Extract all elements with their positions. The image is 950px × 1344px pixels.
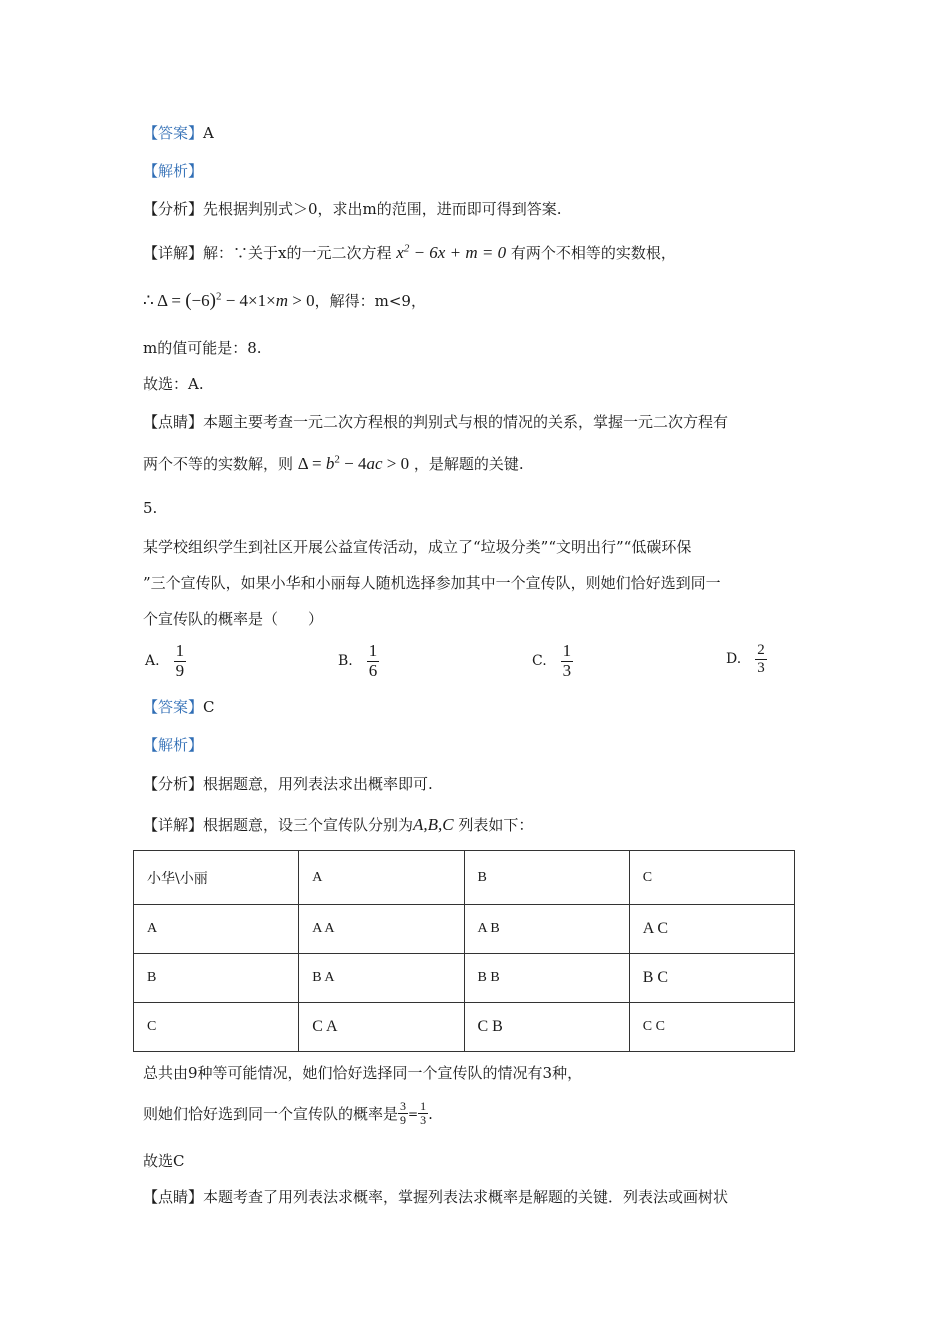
- table-cell: A: [134, 905, 299, 954]
- option-fraction: $\frac{2}{3}$: [757, 642, 765, 676]
- prob-pre: 则她们恰好选到同一个宣传队的概率是: [143, 1104, 399, 1123]
- dianjing-tag: 【点睛】: [143, 1188, 204, 1206]
- answer-tag: 【答案】: [143, 698, 204, 716]
- table-cell: C: [629, 851, 794, 905]
- table-cell: B: [134, 954, 299, 1003]
- answer-value: A: [203, 124, 214, 142]
- equals-sign: =: [408, 1106, 419, 1121]
- analysis-tag: 【解析】: [143, 736, 204, 754]
- dianjing-text2-pre: 两个不等的实数解，则: [143, 455, 294, 473]
- question-stem-line2: ”三个宣传队，如果小华和小丽每人随机选择参加其中一个宣传队，则她们恰好选到同一: [143, 574, 721, 592]
- table-cell: B C: [629, 954, 794, 1003]
- table-cell: C B: [464, 1003, 629, 1052]
- team-variables: A,B,C: [413, 815, 454, 834]
- dianjing-line-q5: [143, 1186, 728, 1208]
- prob-end: .: [428, 1104, 433, 1123]
- choose-line-q4: 故选：A.: [143, 375, 204, 393]
- table-cell: B: [464, 851, 629, 905]
- question-stem-line1: 某学校组织学生到社区开展公益宣传活动，成立了“垃圾分类”“文明出行”“低碳环保: [143, 538, 692, 556]
- xiangjie-line-q4: [143, 242, 676, 264]
- fenxi-text: 先根据判别式＞0，求出m的范围，进而即可得到答案.: [203, 200, 562, 218]
- option-fraction: $\frac{1}{9}$: [175, 641, 185, 680]
- dianjing-text: 本题考查了用列表法求概率，掌握列表法求概率是解题的关键．列表法或画树状: [203, 1188, 729, 1206]
- table-header-row: [134, 851, 795, 905]
- discriminant-condition: $\Delta = b^2 - 4ac > 0$: [297, 453, 410, 473]
- prob-fraction-1: $\frac{3}{9}$: [400, 1099, 407, 1128]
- option-label: B.: [338, 653, 353, 670]
- option-label: D.: [726, 651, 742, 667]
- table-cell: A A: [299, 905, 464, 954]
- answer-tag: 【答案】: [143, 124, 204, 142]
- answer-line-q4: [143, 122, 214, 144]
- table-cell: C C: [629, 1003, 794, 1052]
- m-value-line: m的值可能是：8.: [143, 339, 262, 357]
- table-row: [134, 1003, 795, 1052]
- option-label: A.: [145, 653, 160, 670]
- dianjing-line2-q4: [143, 453, 524, 475]
- table-cell: 小华\小丽: [134, 851, 299, 905]
- xiangjie-post: 列表如下：: [458, 816, 534, 834]
- discriminant-formula: ∴ $\Delta = (-6)^2 - 4\times 1\times m > 0$: [143, 290, 315, 311]
- line2-post: ，解得：m<9，: [314, 292, 426, 310]
- option-label: C.: [532, 653, 547, 670]
- option-c[interactable]: [532, 642, 573, 680]
- equation: $x^2 - 6x + m = 0$: [396, 242, 507, 262]
- dianjing-line-q4: [143, 411, 728, 433]
- probability-table: [133, 850, 795, 1052]
- dianjing-text1: 本题主要考查一元二次方程根的判别式与根的情况的关系，掌握一元二次方程有: [203, 413, 729, 431]
- xiangjie-post: 有两个不相等的实数根，: [510, 244, 676, 262]
- xiangjie-pre: 解：∵关于x的一元二次方程: [203, 244, 392, 262]
- table-cell: C A: [299, 1003, 464, 1052]
- summary-line: 总共由9种等可能情况，她们恰好选择同一个宣传队的情况有3种，: [143, 1064, 583, 1082]
- option-d[interactable]: [726, 642, 767, 676]
- option-b[interactable]: [338, 642, 379, 680]
- dianjing-text2-post: ，是解题的关键.: [413, 455, 524, 473]
- table-cell: C: [134, 1003, 299, 1052]
- xiangjie-tag: 【详解】: [143, 816, 204, 834]
- option-a[interactable]: [145, 642, 186, 680]
- dianjing-tag: 【点睛】: [143, 413, 204, 431]
- xiangjie-pre: 根据题意，设三个宣传队分别为: [203, 816, 414, 834]
- prob-fraction-2: $\frac{1}{3}$: [420, 1099, 427, 1128]
- choose-line-q5: 故选C: [143, 1152, 185, 1170]
- option-fraction: $\frac{1}{3}$: [562, 641, 572, 680]
- answer-value: C: [203, 698, 215, 716]
- table-cell: B B: [464, 954, 629, 1003]
- table-cell: A C: [629, 905, 794, 954]
- xiangjie-line-q5: [143, 814, 533, 836]
- table-cell: B A: [299, 954, 464, 1003]
- analysis-tag: 【解析】: [143, 162, 204, 180]
- table-cell: A B: [464, 905, 629, 954]
- table-cell: A: [299, 851, 464, 905]
- fenxi-text: 根据题意，用列表法求出概率即可.: [203, 775, 433, 793]
- table-row: [134, 905, 795, 954]
- xiangjie-tag: 【详解】: [143, 244, 204, 262]
- question-number: 5.: [143, 499, 158, 517]
- fenxi-line-q4: [143, 198, 562, 220]
- answer-line-q5: [143, 696, 215, 718]
- option-fraction: $\frac{1}{6}$: [368, 641, 378, 680]
- fenxi-tag: 【分析】: [143, 775, 204, 793]
- fenxi-line-q5: [143, 773, 433, 795]
- probability-line: [143, 1100, 433, 1127]
- table-row: [134, 954, 795, 1003]
- fenxi-tag: 【分析】: [143, 200, 204, 218]
- discriminant-line: [143, 290, 426, 312]
- question-stem-line3: 个宣传队的概率是（ ）: [143, 610, 324, 628]
